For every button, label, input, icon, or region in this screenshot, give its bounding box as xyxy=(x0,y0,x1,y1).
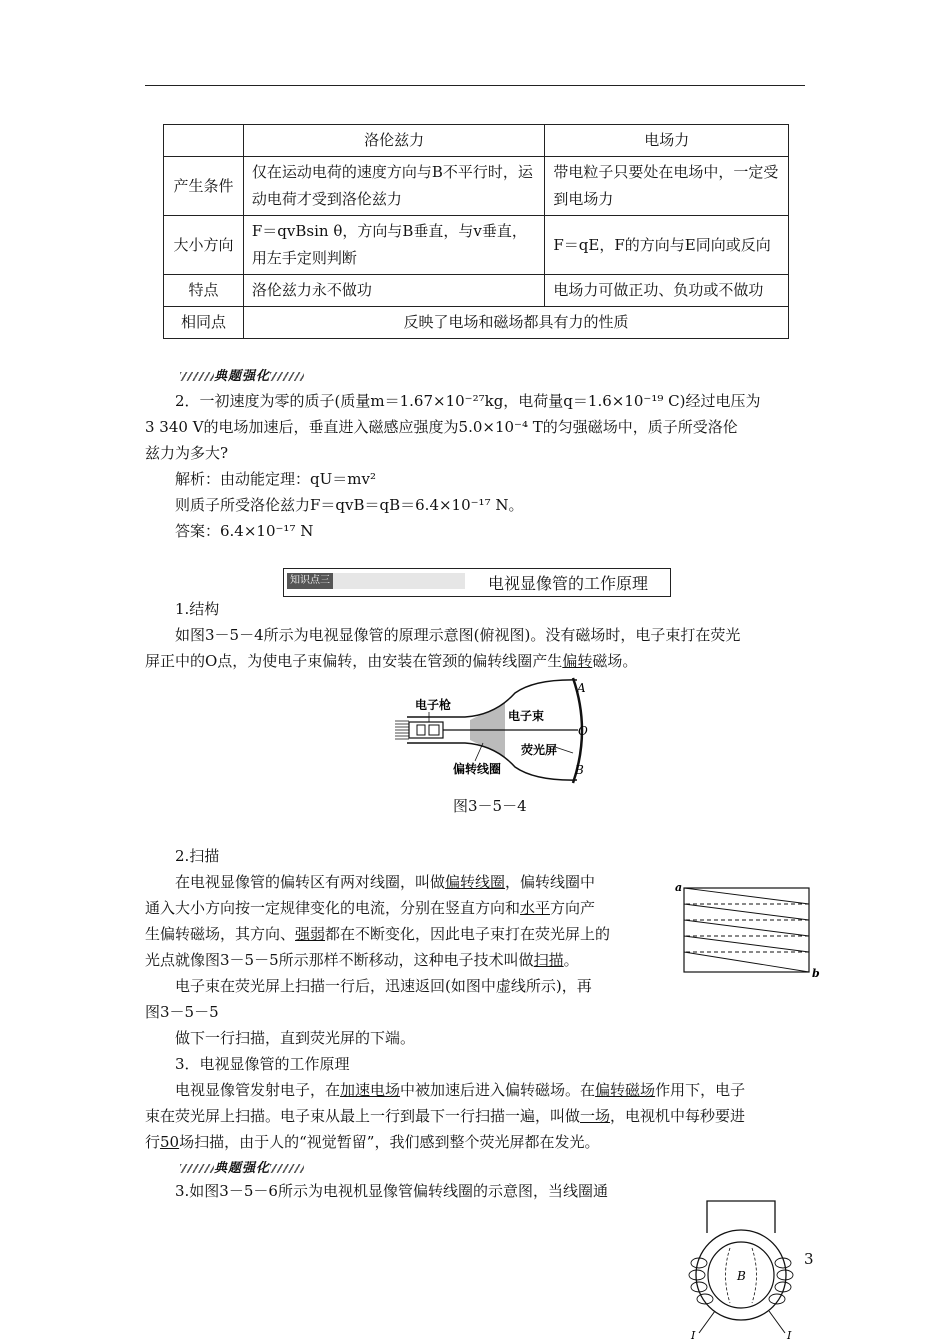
current-label-left: I xyxy=(691,1329,696,1342)
gun-electrode xyxy=(429,725,439,735)
row-label: 产生条件 xyxy=(164,157,244,216)
analysis-line2: 则质子所受洛伦兹力F＝qvB＝qB＝6.4×10⁻¹⁷ N。 xyxy=(175,496,524,514)
analysis-line1: 解析：由动能定理：qU＝mv² xyxy=(175,470,376,488)
cell-electric: F＝qE，F的方向与E同向或反向 xyxy=(545,216,789,275)
cell-electric: 电场力可做正功、负功或不做功 xyxy=(545,275,789,307)
current-lead-right xyxy=(769,1311,785,1333)
screen-label: 荧光屏 xyxy=(521,743,558,757)
row-label: 特点 xyxy=(164,275,244,307)
field-b-label: B xyxy=(737,1269,746,1283)
scan-line4: 光点就像图3－5－5所示那样不断移动，这种电子技术叫做扫描。 xyxy=(145,951,579,969)
section-header: 典题强化 xyxy=(180,1157,304,1176)
fig354-caption: 图3－5－4 xyxy=(453,797,527,815)
knowledge-point-title: 电视显像管的工作原理 xyxy=(488,574,649,593)
gun-pins xyxy=(395,721,409,739)
header-electric: 电场力 xyxy=(545,125,789,157)
cell-lorentz: 仅在运动电荷的速度方向与B不平行时，运动电荷才受到洛伦兹力 xyxy=(243,157,545,216)
cell-lorentz: 洛伦兹力永不做功 xyxy=(243,275,545,307)
problem2-line1: 2．一初速度为零的质子(质量m＝1.67×10⁻²⁷kg，电荷量q＝1.6×10⁻¹⁹ C)经过电压为 xyxy=(175,392,761,410)
hatch-decoration xyxy=(270,1164,304,1173)
scan-heading: 2.扫描 xyxy=(175,847,220,865)
table-header-row xyxy=(164,125,789,157)
problem3-text: 3.如图3－5－6所示为电视机显像管偏转线圈的示意图，当线圈通 xyxy=(175,1182,608,1200)
table-row xyxy=(164,275,789,307)
cell-electric: 带电粒子只要处在电场中，一定受到电场力 xyxy=(545,157,789,216)
scan-line1: 在电视显像管的偏转区有两对线圈，叫做偏转线圈，偏转线圈中 xyxy=(175,873,596,891)
table-row xyxy=(164,216,789,275)
screen-pointer xyxy=(555,747,573,753)
page-number: 3 xyxy=(804,1250,814,1268)
hatch-decoration xyxy=(180,1164,214,1173)
coil-diagram xyxy=(685,1193,805,1343)
principle-line3: 行50场扫描，由于人的“视觉暂留”，我们感到整个荧光屏都在发光。 xyxy=(145,1133,600,1151)
section-header: 典题强化 xyxy=(180,365,304,384)
knowledge-point-tag: 知识点三 xyxy=(287,573,465,589)
point-b-label: B xyxy=(575,763,584,777)
scan-line3: 生偏转磁场，其方向、强弱都在不断变化，因此电子束打在荧光屏上的 xyxy=(145,925,611,943)
scan-lines xyxy=(684,888,809,972)
point-a-label: A xyxy=(577,681,586,695)
row-label: 大小方向 xyxy=(164,216,244,275)
beam-label: 电子束 xyxy=(508,709,545,723)
cell-same: 反映了电场和磁场都具有力的性质 xyxy=(243,307,788,339)
comparison-table xyxy=(163,124,789,339)
screen-frame xyxy=(684,888,809,972)
current-lead-left xyxy=(699,1311,715,1333)
current-label-right: I xyxy=(787,1329,792,1342)
scan-line5: 电子束在荧光屏上扫描一行后，迅速返回(如图中虚线所示)，再 xyxy=(175,977,592,995)
answer-line: 答案：6.4×10⁻¹⁷ N xyxy=(175,522,314,540)
header-lorentz: 洛伦兹力 xyxy=(243,125,545,157)
gun-electrode xyxy=(417,725,425,735)
scan-line2: 通入大小方向按一定规律变化的电流，分别在竖直方向和水平方向产 xyxy=(145,899,596,917)
hatch-decoration xyxy=(270,372,304,381)
cell-lorentz: F＝qvBsin θ，方向与B垂直，与v垂直，用左手定则判断 xyxy=(243,216,545,275)
row-label: 相同点 xyxy=(164,307,244,339)
table-corner xyxy=(164,125,244,157)
scan-start-label: a xyxy=(675,881,683,894)
scan-line6: 做下一行扫描，直到荧光屏的下端。 xyxy=(175,1029,416,1047)
principle-heading: 3．电视显像管的工作原理 xyxy=(175,1055,350,1073)
problem2-line3: 兹力为多大? xyxy=(145,444,229,462)
structure-heading: 1.结构 xyxy=(175,600,220,618)
coil-label: 偏转线圈 xyxy=(453,762,502,776)
top-rule xyxy=(145,85,805,86)
scan-end-label: b xyxy=(812,967,820,978)
structure-text1: 如图3－5－4所示为电视显像管的原理示意图(俯视图)。没有磁场时，电子束打在荧光 xyxy=(175,626,741,644)
scan-diagram xyxy=(674,880,820,978)
field-line xyxy=(752,1248,757,1303)
principle-line1: 电视显像管发射电子，在加速电场中被加速后进入偏转磁场。在偏转磁场作用下，电子 xyxy=(175,1081,746,1099)
fig355-caption: 图3－5－5 xyxy=(145,1003,219,1021)
problem2-line2: 3 340 V的电场加速后，垂直进入磁感应强度为5.0×10⁻⁴ T的匀强磁场中，质子所受洛伦 xyxy=(145,418,738,436)
gun-label: 电子枪 xyxy=(415,698,452,712)
field-line xyxy=(726,1248,731,1303)
electron-gun xyxy=(409,722,443,738)
point-o-label: O xyxy=(578,724,588,738)
knowledge-point-box xyxy=(283,568,671,597)
hatch-decoration xyxy=(180,372,214,381)
coil-yoke xyxy=(707,1201,775,1233)
table-row xyxy=(164,307,789,339)
principle-line2: 束在荧光屏上扫描。电子束从最上一行到最下一行扫描一遍，叫做一场，电视机中每秒要进 xyxy=(145,1107,746,1125)
table-row xyxy=(164,157,789,216)
crt-diagram xyxy=(395,675,605,790)
structure-text2: 屏正中的O点，为使电子束偏转，由安装在管颈的偏转线圈产生偏转磁场。 xyxy=(145,652,638,670)
